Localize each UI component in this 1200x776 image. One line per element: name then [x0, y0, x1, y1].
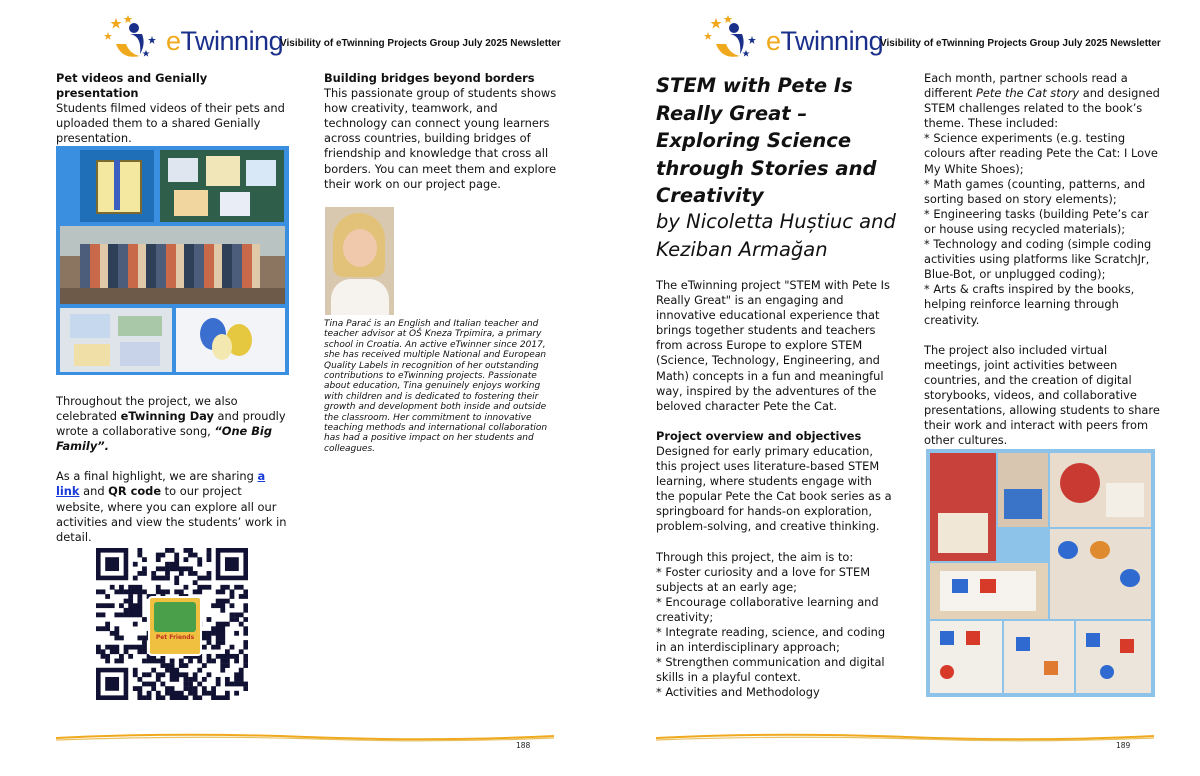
collage-photo-child-3 — [1050, 453, 1151, 527]
author-bio-caption: Tina Parać is an English and Italian teacher and teacher advisor at OŠ Kneza Trpimira, a primary school in Croatia. An active eTwinner since 2017, she has received multiple National and European Quality Labels in recognition of her outstanding contributions to eTwinning projects. Passionate about education, Tina genuinely enjoys working with children and is dedicated to fostering their growth and development both inside and outside the classroom. Her commitment to innovative teaching methods and international collaboration has had a positive impact on her students and colleagues. — [324, 319, 548, 454]
monthly-stories-text: Each month, partner schools read a different Pete the Cat story and designed STEM challenges related to the book’s theme. These included: — [924, 71, 1160, 131]
collage-photo-balloons — [176, 308, 285, 372]
collage-photo-child-1 — [930, 453, 996, 561]
aim-intro: Through this project, the aim is to: — [656, 549, 854, 564]
aim-item: * Activities and Methodology — [656, 685, 820, 700]
section-heading-pet-videos: Pet videos and Genially presentation — [56, 71, 208, 101]
article-title: STEM with Pete Is Really Great – Exploring Science through Stories and Creativity — [656, 74, 877, 207]
overview-text: Designed for early primary education, this project uses literature-based STEM learning, where students engage with the popular Pete the Cat book series as a springboard for hands-on exploration, problem-solving, and creative thinking. — [656, 443, 892, 534]
right-page-column-1 — [656, 278, 892, 700]
collage-photo-wall-board — [160, 150, 284, 222]
left-column-bottom — [56, 394, 288, 545]
page-header — [702, 14, 1172, 66]
author-photo-tina — [325, 207, 394, 315]
project-qr-code[interactable] — [96, 548, 248, 700]
collage-photo-worksheet-2 — [1050, 529, 1151, 619]
activity-item: * Math games (counting, patterns, and sorting based on story elements); — [924, 176, 1146, 206]
activity-item: * Science experiments (e.g. testing colours after reading Pete the Cat: I Love My White Shoes); — [924, 131, 1158, 176]
project-website-link[interactable]: a link — [56, 469, 266, 499]
collage-photo-gift-box — [80, 150, 154, 222]
etwinning-logo-icon — [702, 14, 768, 64]
final-highlight-text: As a final highlight, we are sharing a link and QR code to our project website, where you can explore all our activities and view the students’ work in detail. — [56, 469, 287, 544]
pete-the-cat-activity-collage — [926, 449, 1155, 697]
page-header — [102, 14, 572, 66]
collage-photo-shapes-3 — [1076, 621, 1151, 693]
article-intro: The eTwinning project "STEM with Pete Is Really Great" is an engaging and innovative educational experience that brings together students and teachers from across Europe to explore STEM (Science, Technology, Engineering, and Math) concepts in a fun and meaningful way, inspired by the adventures of the beloved character Pete the Cat. — [656, 278, 890, 413]
qr-center-badge: Pet Friends — [148, 596, 202, 656]
activity-item: * Arts & crafts inspired by the books, helping reinforce learning through creativity. — [924, 282, 1135, 327]
page-number: 189 — [1116, 741, 1131, 750]
newsletter-page-189 — [600, 0, 1200, 776]
aim-item: * Foster curiosity and a love for STEM subjects at an early age; — [656, 564, 871, 594]
student-work-collage — [56, 146, 289, 375]
collage-photo-drawings — [60, 308, 172, 372]
article-byline: by Nicoletta Huștiuc and Keziban Armağan — [656, 210, 896, 261]
etwinning-wordmark: eTwinning — [166, 26, 284, 56]
etwinning-logo-icon — [102, 14, 168, 64]
footer-decoration — [656, 732, 1154, 742]
project-closing-text: The project also included virtual meetings, joint activities between countries, and the creation of digital storybooks, videos, and collaborative presentations, allowing students to share their work and interact with peers from other cultures. — [924, 342, 1160, 448]
footer-decoration — [56, 732, 554, 742]
aim-item: * Strengthen communication and digital skills in a playful context. — [656, 655, 885, 685]
collage-photo-worksheet-1 — [930, 563, 1048, 619]
right-page-column-2 — [924, 71, 1160, 448]
etwinning-wordmark: eTwinning — [766, 26, 884, 56]
collage-photo-child-2 — [998, 453, 1048, 527]
newsletter-title: Visibility of eTwinning Projects Group July 2025 Newsletter — [880, 38, 1161, 49]
pet-videos-text: Students filmed videos of their pets and uploaded them to a shared Genially presentation. — [56, 101, 285, 146]
activity-item: * Engineering tasks (building Pete’s car or house using recycled materials); — [924, 206, 1149, 236]
aim-item: * Integrate reading, science, and coding in an interdisciplinary approach; — [656, 624, 886, 655]
section-heading-overview: Project overview and objectives — [656, 428, 862, 443]
collage-photo-class-group — [60, 226, 285, 304]
left-column-top — [56, 71, 288, 146]
section-heading-bridges: Building bridges beyond borders — [324, 71, 535, 85]
activity-item: * Technology and coding (simple coding activities using platforms like ScratchJr, Blue-Bot, or unplugged coding); — [924, 237, 1152, 282]
newsletter-title: Visibility of eTwinning Projects Group July 2025 Newsletter — [280, 38, 561, 49]
page-number: 188 — [516, 741, 531, 750]
aim-item: * Encourage collaborative learning and creativity; — [656, 594, 879, 624]
collage-photo-shapes-1 — [930, 621, 1002, 693]
collage-photo-shapes-2 — [1004, 621, 1074, 693]
etwinning-day-text: Throughout the project, we also celebrated eTwinning Day and proudly wrote a collaborative song, “One Big Family”. — [56, 394, 286, 454]
bridges-text: This passionate group of students shows how creativity, teamwork, and technology can connect young learners across countries, building bridges of friendship and knowledge that cross all borders. You can meet them and explore their work on our project page. — [324, 86, 557, 191]
left-page-column-2 — [324, 71, 558, 192]
